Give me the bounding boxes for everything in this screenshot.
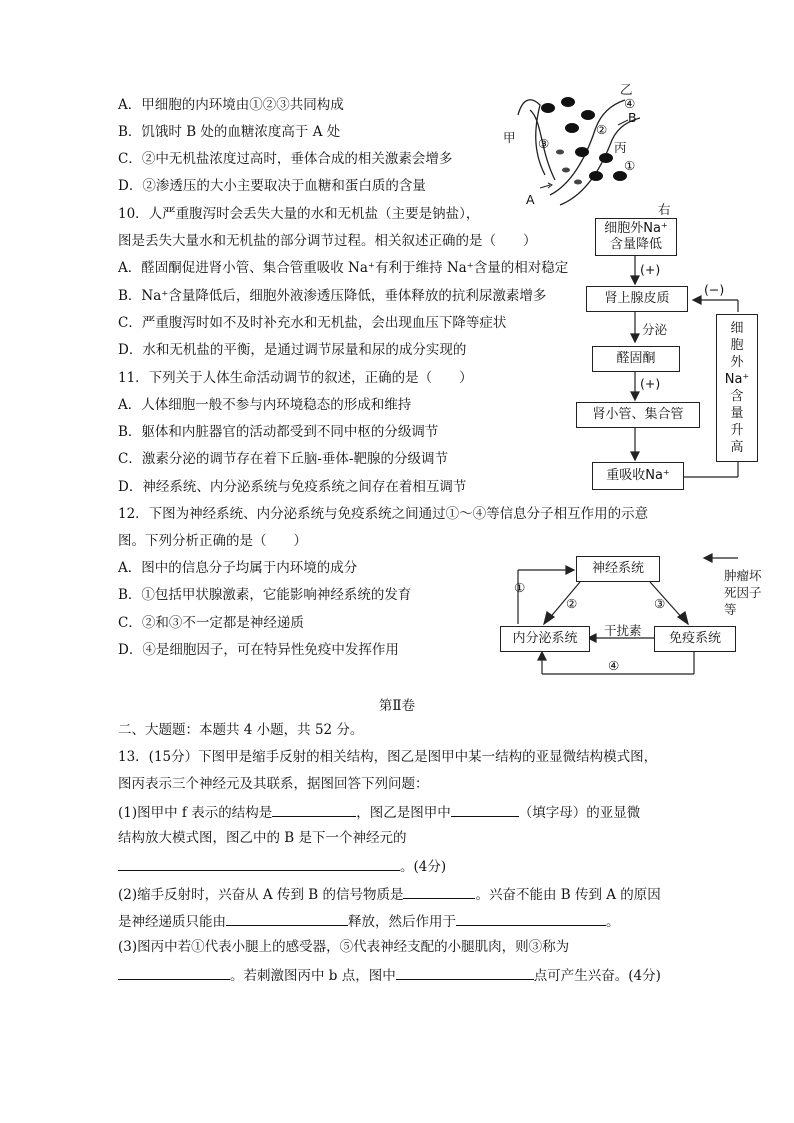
side-char-4: Na⁺ bbox=[724, 372, 750, 387]
q13-stem-line2: 图丙表示三个神经元及其联系，据图回答下列问题： bbox=[118, 776, 429, 792]
label-3: ③ bbox=[538, 136, 550, 151]
label-tnf-line3: 等 bbox=[724, 602, 737, 617]
q13-p1-text-e: 。(4分) bbox=[400, 859, 447, 875]
label-plus-1: (+) bbox=[640, 262, 661, 277]
label-a: A bbox=[526, 192, 535, 207]
q10-option-d: D．水和无机盐的平衡，是通过调节尿量和尿的成分实现的 bbox=[118, 342, 467, 358]
label-tnf-line1: 肿瘤坏 bbox=[724, 568, 762, 583]
q12-option-b: B．①包括甲状腺激素，它能影响神经系统的发育 bbox=[118, 587, 412, 603]
box-adrenal-cortex: 肾上腺皮质 bbox=[586, 286, 688, 312]
q13-p3-text-c: 点可产生兴奋。(4分) bbox=[533, 968, 661, 984]
label-yi: 乙 bbox=[620, 82, 633, 97]
q12-option-a: A．图中的信息分子均属于内环境的成分 bbox=[118, 560, 358, 576]
label-right: 右 bbox=[658, 202, 671, 217]
q12-stem-line2: 图。下列分析正确的是（ ） bbox=[118, 533, 307, 549]
box-tubule: 肾小管、集合管 bbox=[576, 402, 700, 428]
q13-p2-text-c: 是神经递质只能由 bbox=[118, 914, 226, 930]
box-na-low-line1: 细胞外Na⁺ bbox=[604, 221, 668, 236]
label-b: B bbox=[628, 110, 637, 125]
box-na-low-line2: 含量降低 bbox=[609, 237, 662, 252]
q13-part3-line1: (3)图丙中若①代表小腿上的感受器，⑤代表神经支配的小腿肌肉，则③称为 bbox=[118, 939, 570, 955]
q13-p2-text-e: 。 bbox=[606, 914, 620, 930]
q11-option-b: B．躯体和内脏器官的活动都受到不同中枢的分级调节 bbox=[118, 424, 439, 440]
cell-vessel-figure bbox=[500, 80, 650, 210]
side-char-7: 升 bbox=[730, 423, 744, 438]
q10-stem-line2: 图是丢失大量水和无机盐的部分调节过程。相关叙述正确的是（ ） bbox=[118, 233, 537, 249]
systems-interaction-diagram bbox=[498, 550, 778, 680]
answer-blank-points[interactable] bbox=[396, 964, 534, 980]
answer-blank-b-part[interactable] bbox=[118, 855, 400, 871]
label-plus-2: (+) bbox=[640, 376, 661, 391]
section-two-heading: 二、大题题：本题共 4 小题，共 52 分。 bbox=[118, 722, 364, 738]
q12-stem-line1: 12．下图为神经系统、内分泌系统与免疫系统之间通过①～④等信息分子相互作用的示意 bbox=[118, 506, 649, 522]
box-nervous-system: 神经系统 bbox=[576, 556, 660, 582]
label-sys-4: ④ bbox=[608, 658, 620, 673]
answer-blank-release[interactable] bbox=[226, 910, 348, 926]
side-char-2: 胞 bbox=[730, 338, 744, 353]
q10-option-a: A．醛固酮促进肾小管、集合管重吸收 Na⁺有利于维持 Na⁺含量的相对稳定 bbox=[118, 260, 569, 276]
label-4: ④ bbox=[624, 96, 636, 111]
answer-blank-f-structure[interactable] bbox=[272, 801, 356, 817]
box-aldosterone: 醛固酮 bbox=[592, 346, 680, 372]
q13-p2-text-a: (2)缩手反射时，兴奋从 A 传到 B 的信号物质是 bbox=[118, 887, 404, 903]
q13-p2-text-d: 释放，然后作用于 bbox=[348, 914, 456, 930]
q13-p2-text-b: 。兴奋不能由 B 传到 A 的原因 bbox=[475, 887, 661, 903]
q10-option-b: B．Na⁺含量降低后，细胞外液渗透压降低，垂体释放的抗利尿激素增多 bbox=[118, 288, 547, 304]
q13-p1-text-b: ，图乙是图甲中 bbox=[356, 805, 451, 821]
q13-part1-line2: 结构放大模式图，图乙中的 B 是下一个神经元的 bbox=[118, 830, 407, 846]
sodium-regulation-diagram bbox=[570, 200, 770, 495]
label-jia: 甲 bbox=[503, 130, 516, 145]
q13-part1-line3 bbox=[118, 855, 446, 877]
q12-option-c: C．②和③不一定都是神经递质 bbox=[118, 615, 304, 631]
label-tnf-line2: 死因子 bbox=[724, 585, 762, 600]
answer-blank-target[interactable] bbox=[456, 910, 606, 926]
q13-part1-line1 bbox=[118, 801, 640, 823]
side-char-6: 量 bbox=[730, 406, 744, 421]
part-two-title: 第Ⅱ卷 bbox=[378, 698, 416, 714]
q13-stem-line1: 13．(15分）下图甲是缩手反射的相关结构，图乙是图甲中某一结构的亚显微结构模式图， bbox=[118, 749, 658, 765]
answer-blank-name-3[interactable] bbox=[118, 964, 230, 980]
q9-option-b: B．饥饿时 B 处的血糖浓度高于 A 处 bbox=[118, 124, 341, 140]
q11-stem: 11．下列关于人体生命活动调节的叙述，正确的是（ ） bbox=[118, 370, 473, 386]
label-sys-2: ② bbox=[566, 596, 578, 611]
label-2: ② bbox=[596, 122, 608, 137]
q11-option-a: A．人体细胞一般不参与内环境稳态的形成和维持 bbox=[118, 397, 412, 413]
answer-blank-signal[interactable] bbox=[403, 883, 475, 899]
side-char-3: 外 bbox=[730, 355, 744, 370]
q13-p3-text-b: 。若刺激图丙中 b 点，图中 bbox=[230, 968, 396, 984]
label-interferon: 干扰素 bbox=[604, 623, 642, 638]
label-1: ① bbox=[624, 158, 636, 173]
side-char-8: 高 bbox=[730, 440, 744, 455]
q10-stem-line1: 10．人严重腹泻时会丢失大量的水和无机盐（主要是钠盐）， bbox=[118, 206, 480, 222]
q11-option-d: D．神经系统、内分泌系统与免疫系统之间存在着相互调节 bbox=[118, 479, 467, 495]
box-na-high bbox=[716, 314, 758, 462]
q13-part3-line2 bbox=[118, 964, 661, 986]
q10-option-c: C．严重腹泻时如不及时补充水和无机盐，会出现血压下降等症状 bbox=[118, 315, 507, 331]
box-endocrine-system: 内分泌系统 bbox=[500, 626, 590, 652]
label-secrete: 分泌 bbox=[642, 322, 668, 337]
q12-option-d: D．④是细胞因子，可在特异性免疫中发挥作用 bbox=[118, 642, 399, 658]
q13-part2-line2 bbox=[118, 910, 620, 932]
side-char-5: 含 bbox=[730, 389, 744, 404]
label-bing: 丙 bbox=[614, 140, 627, 155]
box-immune-system: 免疫系统 bbox=[654, 626, 736, 652]
q13-p1-text-c: （填字母）的亚显微 bbox=[518, 805, 641, 821]
q9-option-c: C．②中无机盐浓度过高时，垂体合成的相关激素会增多 bbox=[118, 151, 453, 167]
side-char-1: 细 bbox=[730, 321, 744, 336]
box-na-low bbox=[595, 218, 677, 256]
q9-option-a: A．甲细胞的内环境由①②③共同构成 bbox=[118, 97, 344, 113]
box-reabsorb-na: 重吸收Na⁺ bbox=[592, 462, 684, 490]
label-minus: (−) bbox=[704, 282, 725, 297]
q13-part2-line1 bbox=[118, 883, 661, 905]
q9-option-d: D．②渗透压的大小主要取决于血糖和蛋白质的含量 bbox=[118, 178, 426, 194]
q13-p1-text-a: (1)图甲中 f 表示的结构是 bbox=[118, 805, 273, 821]
answer-blank-letter[interactable] bbox=[451, 801, 519, 817]
q11-option-c: C．激素分泌的调节存在着下丘脑-垂体-靶腺的分级调节 bbox=[118, 451, 448, 467]
label-sys-1: ① bbox=[514, 580, 526, 595]
label-sys-3: ③ bbox=[654, 596, 666, 611]
